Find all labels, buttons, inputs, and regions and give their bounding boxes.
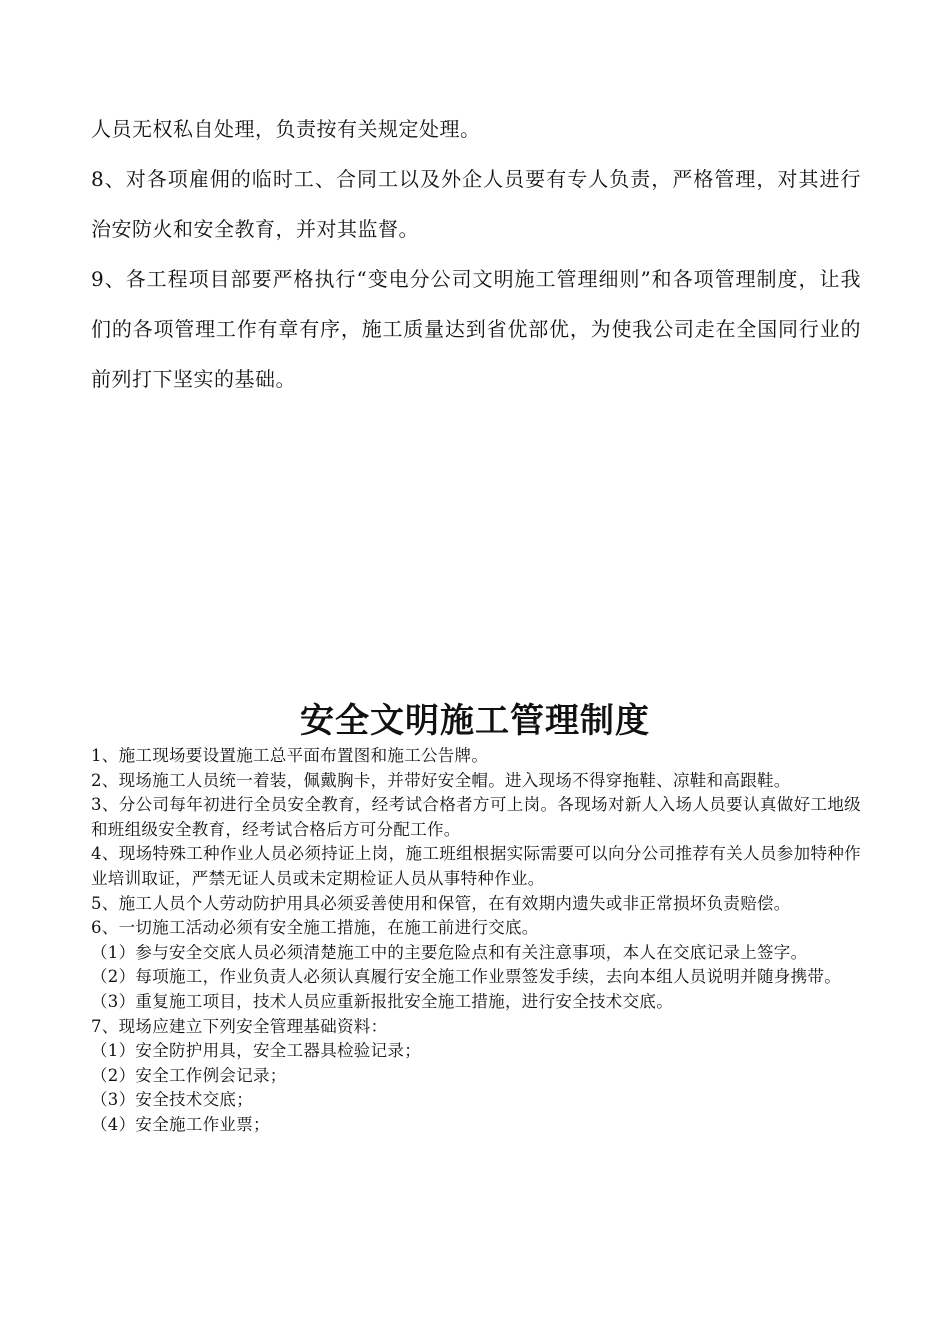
continued-section <box>91 104 861 404</box>
rule-subitem: （4）安全施工作业票； <box>91 1114 270 1134</box>
rule-item: 2、现场施工人员统一着装，佩戴胸卡，并带好安全帽。进入现场不得穿拖鞋、凉鞋和高跟鞋。 <box>91 770 791 790</box>
rule-item: 5、施工人员个人劳动防护用具必须妥善使用和保管，在有效期内遗失或非正常损坏负责赔偿。 <box>91 893 791 913</box>
paragraph: 9、各工程项目部要严格执行“变电分公司文明施工管理细则”和各项管理制度，让我们的各项管理工作有章有序，施工质量达到省优部优，为使我公司走在全国同行业的前列打下坚实的基础。 <box>91 267 861 391</box>
rule-item: 7、现场应建立下列安全管理基础资料： <box>91 1016 388 1036</box>
rule-subitem: （1）安全防护用具，安全工器具检验记录； <box>91 1041 421 1061</box>
section-title: 安全文明施工管理制度 <box>300 701 650 741</box>
paragraph: 人员无权私自处理，负责按有关规定处理。 <box>91 117 481 141</box>
rules-list <box>91 744 861 1138</box>
rule-item: 3、分公司每年初进行全员安全教育，经考试合格者方可上岗。各现场对新人入场人员要认真做好工地级和班组级安全教育，经考试合格后方可分配工作。 <box>91 795 861 839</box>
rule-subitem: （3）重复施工项目，技术人员应重新报批安全施工措施，进行安全技术交底。 <box>91 991 673 1011</box>
rule-item: 6、一切施工活动必须有安全施工措施，在施工前进行交底。 <box>91 918 539 938</box>
rule-item: 1、施工现场要设置施工总平面布置图和施工公告牌。 <box>91 746 489 765</box>
rule-subitem: （2）安全工作例会记录； <box>91 1065 287 1085</box>
rule-item: 4、现场特殊工种作业人员必须持证上岗，施工班组根据实际需要可以向分公司推荐有关人员参加特种作业培训取证，严禁无证人员或未定期检证人员从事特种作业。 <box>91 844 861 888</box>
paragraph: 8、对各项雇佣的临时工、合同工以及外企人员要有专人负责，严格管理，对其进行治安防火和安全教育，并对其监督。 <box>91 167 861 241</box>
rule-subitem: （3）安全技术交底； <box>91 1090 253 1110</box>
rule-subitem: （1）参与安全交底人员必须清楚施工中的主要危险点和有关注意事项，本人在交底记录上签字。 <box>91 942 808 962</box>
rule-subitem: （2）每项施工，作业负责人必须认真履行安全施工作业票签发手续，去向本组人员说明并随身携带。 <box>91 967 841 987</box>
